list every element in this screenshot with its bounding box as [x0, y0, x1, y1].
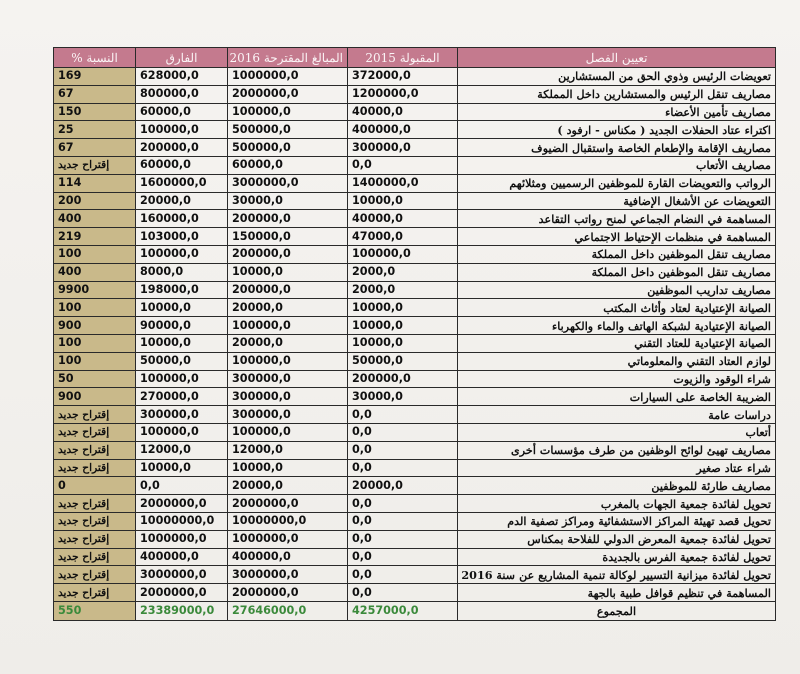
- difference-cell: 20000,0: [136, 192, 228, 210]
- total-percent: 550: [54, 601, 136, 620]
- difference-cell: 10000,0: [136, 459, 228, 477]
- chapter-cell: المساهمة في منظمات الإحتياط الاجتماعي: [458, 228, 776, 246]
- chapter-cell: المساهمة في تنظيم قوافل طبية بالجهة: [458, 584, 776, 602]
- chapter-cell: اكتراء عتاد الحفلات الجديد ( مكناس - ارفود ): [458, 121, 776, 139]
- accepted-2015-cell: 50000,0: [348, 352, 458, 370]
- table-row: [54, 121, 776, 139]
- chapter-cell: تحويل قصد تهيئة المراكز الاستشفائية ومراكز تصفية الدم: [458, 512, 776, 530]
- proposed-2016-cell: 12000,0: [228, 441, 348, 459]
- percent-cell: 100: [54, 352, 136, 370]
- table-row: [54, 228, 776, 246]
- percent-cell: 0: [54, 477, 136, 495]
- chapter-cell: مصاريف تداريب الموظفين: [458, 281, 776, 299]
- difference-cell: 10000000,0: [136, 512, 228, 530]
- percent-cell: 200: [54, 192, 136, 210]
- difference-cell: 10000,0: [136, 299, 228, 317]
- accepted-2015-cell: 2000,0: [348, 263, 458, 281]
- accepted-2015-cell: 10000,0: [348, 192, 458, 210]
- accepted-2015-cell: 10000,0: [348, 299, 458, 317]
- accepted-2015-cell: 0,0: [348, 548, 458, 566]
- accepted-2015-cell: 0,0: [348, 495, 458, 513]
- accepted-2015-cell: 40000,0: [348, 103, 458, 121]
- difference-cell: 90000,0: [136, 317, 228, 335]
- chapter-cell: الضريبة الخاصة على السيارات: [458, 388, 776, 406]
- table-row: [54, 370, 776, 388]
- difference-cell: 100000,0: [136, 423, 228, 441]
- accepted-2015-cell: 47000,0: [348, 228, 458, 246]
- table-row: [54, 548, 776, 566]
- table-row: [54, 388, 776, 406]
- proposed-2016-cell: 20000,0: [228, 334, 348, 352]
- percent-cell: إقتراح جديد: [54, 459, 136, 477]
- accepted-2015-cell: 0,0: [348, 423, 458, 441]
- accepted-2015-cell: 1200000,0: [348, 85, 458, 103]
- proposed-2016-cell: 200000,0: [228, 245, 348, 263]
- chapter-cell: مصاريف تنقل الرئيس والمستشارين داخل المملكة: [458, 85, 776, 103]
- percent-cell: 114: [54, 174, 136, 192]
- table-row: [54, 512, 776, 530]
- header-chapter: تعيين الفصل: [458, 48, 776, 68]
- chapter-cell: مصاريف تنقل الموظفين داخل المملكة: [458, 245, 776, 263]
- chapter-cell: مصاريف طارئة للموظفين: [458, 477, 776, 495]
- total-row: [54, 601, 776, 620]
- accepted-2015-cell: 0,0: [348, 530, 458, 548]
- proposed-2016-cell: 1000000,0: [228, 530, 348, 548]
- table-body: [54, 68, 776, 621]
- percent-cell: 9900: [54, 281, 136, 299]
- header-row: [54, 48, 776, 68]
- proposed-2016-cell: 100000,0: [228, 317, 348, 335]
- percent-cell: 900: [54, 317, 136, 335]
- accepted-2015-cell: 2000,0: [348, 281, 458, 299]
- table-row: [54, 406, 776, 424]
- difference-cell: 103000,0: [136, 228, 228, 246]
- difference-cell: 50000,0: [136, 352, 228, 370]
- budget-table: [53, 47, 776, 621]
- table-row: [54, 68, 776, 86]
- table-row: [54, 139, 776, 157]
- difference-cell: 1600000,0: [136, 174, 228, 192]
- difference-cell: 0,0: [136, 477, 228, 495]
- accepted-2015-cell: 10000,0: [348, 334, 458, 352]
- accepted-2015-cell: 1400000,0: [348, 174, 458, 192]
- proposed-2016-cell: 2000000,0: [228, 584, 348, 602]
- difference-cell: 300000,0: [136, 406, 228, 424]
- accepted-2015-cell: 300000,0: [348, 139, 458, 157]
- difference-cell: 800000,0: [136, 85, 228, 103]
- percent-cell: إقتراح جديد: [54, 406, 136, 424]
- proposed-2016-cell: 10000,0: [228, 459, 348, 477]
- chapter-cell: مصاريف تهيئ لوائح الوظفين من طرف مؤسسات أخرى: [458, 441, 776, 459]
- chapter-cell: لوازم العتاد التقني والمعلوماتي: [458, 352, 776, 370]
- percent-cell: 100: [54, 245, 136, 263]
- accepted-2015-cell: 0,0: [348, 441, 458, 459]
- accepted-2015-cell: 0,0: [348, 156, 458, 174]
- proposed-2016-cell: 10000000,0: [228, 512, 348, 530]
- percent-cell: إقتراح جديد: [54, 441, 136, 459]
- proposed-2016-cell: 300000,0: [228, 406, 348, 424]
- chapter-cell: الصيانة الإعتيادية لشبكة الهاتف والماء والكهرباء: [458, 317, 776, 335]
- table-row: [54, 530, 776, 548]
- table-row: [54, 352, 776, 370]
- percent-cell: 150: [54, 103, 136, 121]
- proposed-2016-cell: 2000000,0: [228, 85, 348, 103]
- difference-cell: 60000,0: [136, 103, 228, 121]
- percent-cell: إقتراح جديد: [54, 495, 136, 513]
- table-row: [54, 210, 776, 228]
- table-row: [54, 245, 776, 263]
- proposed-2016-cell: 2000000,0: [228, 495, 348, 513]
- table-row: [54, 317, 776, 335]
- proposed-2016-cell: 20000,0: [228, 299, 348, 317]
- chapter-cell: شراء الوقود والزيوت: [458, 370, 776, 388]
- difference-cell: 100000,0: [136, 370, 228, 388]
- accepted-2015-cell: 40000,0: [348, 210, 458, 228]
- chapter-cell: الصيانة الإعتيادية للعتاد التقني: [458, 334, 776, 352]
- chapter-cell: أتعاب: [458, 423, 776, 441]
- table-row: [54, 192, 776, 210]
- proposed-2016-cell: 60000,0: [228, 156, 348, 174]
- chapter-cell: مصاريف الأتعاب: [458, 156, 776, 174]
- difference-cell: 2000000,0: [136, 584, 228, 602]
- percent-cell: إقتراح جديد: [54, 423, 136, 441]
- percent-cell: 25: [54, 121, 136, 139]
- chapter-cell: التعويضات عن الأشغال الإضافية: [458, 192, 776, 210]
- table-row: [54, 477, 776, 495]
- table-row: [54, 103, 776, 121]
- chapter-cell: تحويل لفائدة جمعية المعرض الدولي للفلاحة بمكناس: [458, 530, 776, 548]
- difference-cell: 100000,0: [136, 121, 228, 139]
- chapter-cell: المساهمة في النضام الجماعي لمنح رواتب التقاعد: [458, 210, 776, 228]
- proposed-2016-cell: 300000,0: [228, 370, 348, 388]
- accepted-2015-cell: 0,0: [348, 459, 458, 477]
- percent-cell: إقتراح جديد: [54, 566, 136, 584]
- percent-cell: 900: [54, 388, 136, 406]
- accepted-2015-cell: 10000,0: [348, 317, 458, 335]
- table-row: [54, 263, 776, 281]
- chapter-cell: تحويل لفائدة ميزانية التسيير لوكالة تنمية المشاريع عن سنة 2016: [458, 566, 776, 584]
- proposed-2016-cell: 200000,0: [228, 281, 348, 299]
- percent-cell: إقتراح جديد: [54, 156, 136, 174]
- proposed-2016-cell: 400000,0: [228, 548, 348, 566]
- difference-cell: 400000,0: [136, 548, 228, 566]
- chapter-cell: تعويضات الرئيس وذوي الحق من المستشارين: [458, 68, 776, 86]
- difference-cell: 628000,0: [136, 68, 228, 86]
- difference-cell: 100000,0: [136, 245, 228, 263]
- chapter-cell: مصاريف تنقل الموظفين داخل المملكة: [458, 263, 776, 281]
- table-row: [54, 566, 776, 584]
- table-row: [54, 156, 776, 174]
- chapter-cell: الصيانة الإعتيادية لعتاد وأثاث المكتب: [458, 299, 776, 317]
- percent-cell: 67: [54, 139, 136, 157]
- percent-cell: 100: [54, 334, 136, 352]
- percent-cell: 219: [54, 228, 136, 246]
- table-row: [54, 441, 776, 459]
- proposed-2016-cell: 30000,0: [228, 192, 348, 210]
- chapter-cell: مصاريف تأمين الأعضاء: [458, 103, 776, 121]
- chapter-cell: شراء عتاد صغير: [458, 459, 776, 477]
- proposed-2016-cell: 300000,0: [228, 388, 348, 406]
- proposed-2016-cell: 100000,0: [228, 103, 348, 121]
- header-percent: النسبة %: [54, 48, 136, 68]
- total-label: المجموع: [458, 601, 776, 620]
- difference-cell: 200000,0: [136, 139, 228, 157]
- accepted-2015-cell: 0,0: [348, 406, 458, 424]
- table-row: [54, 423, 776, 441]
- percent-cell: 169: [54, 68, 136, 86]
- percent-cell: إقتراح جديد: [54, 512, 136, 530]
- header-difference: الفارق: [136, 48, 228, 68]
- table-row: [54, 495, 776, 513]
- accepted-2015-cell: 200000,0: [348, 370, 458, 388]
- difference-cell: 3000000,0: [136, 566, 228, 584]
- chapter-cell: مصاريف الإقامة والإطعام الخاصة واستقبال الضيوف: [458, 139, 776, 157]
- difference-cell: 8000,0: [136, 263, 228, 281]
- total-difference: 23389000,0: [136, 601, 228, 620]
- accepted-2015-cell: 0,0: [348, 512, 458, 530]
- total-proposed-2016: 27646000,0: [228, 601, 348, 620]
- percent-cell: 400: [54, 263, 136, 281]
- proposed-2016-cell: 500000,0: [228, 139, 348, 157]
- difference-cell: 10000,0: [136, 334, 228, 352]
- difference-cell: 160000,0: [136, 210, 228, 228]
- accepted-2015-cell: 20000,0: [348, 477, 458, 495]
- difference-cell: 270000,0: [136, 388, 228, 406]
- accepted-2015-cell: 0,0: [348, 584, 458, 602]
- accepted-2015-cell: 100000,0: [348, 245, 458, 263]
- proposed-2016-cell: 150000,0: [228, 228, 348, 246]
- proposed-2016-cell: 100000,0: [228, 352, 348, 370]
- percent-cell: إقتراح جديد: [54, 530, 136, 548]
- percent-cell: 100: [54, 299, 136, 317]
- proposed-2016-cell: 3000000,0: [228, 174, 348, 192]
- proposed-2016-cell: 20000,0: [228, 477, 348, 495]
- accepted-2015-cell: 372000,0: [348, 68, 458, 86]
- chapter-cell: الرواتب والتعويضات القارة للموظفين الرسميين ومثلائهم: [458, 174, 776, 192]
- percent-cell: 400: [54, 210, 136, 228]
- difference-cell: 12000,0: [136, 441, 228, 459]
- accepted-2015-cell: 400000,0: [348, 121, 458, 139]
- table-row: [54, 174, 776, 192]
- chapter-cell: تحويل لفائدة جمعية الجهات بالمغرب: [458, 495, 776, 513]
- table-row: [54, 85, 776, 103]
- proposed-2016-cell: 10000,0: [228, 263, 348, 281]
- difference-cell: 2000000,0: [136, 495, 228, 513]
- proposed-2016-cell: 200000,0: [228, 210, 348, 228]
- difference-cell: 1000000,0: [136, 530, 228, 548]
- proposed-2016-cell: 500000,0: [228, 121, 348, 139]
- table-row: [54, 459, 776, 477]
- proposed-2016-cell: 100000,0: [228, 423, 348, 441]
- percent-cell: 50: [54, 370, 136, 388]
- accepted-2015-cell: 30000,0: [348, 388, 458, 406]
- table-row: [54, 334, 776, 352]
- percent-cell: إقتراح جديد: [54, 584, 136, 602]
- table-row: [54, 299, 776, 317]
- proposed-2016-cell: 3000000,0: [228, 566, 348, 584]
- chapter-cell: تحويل لفائدة جمعية الفرس بالجديدة: [458, 548, 776, 566]
- proposed-2016-cell: 1000000,0: [228, 68, 348, 86]
- table-row: [54, 281, 776, 299]
- difference-cell: 60000,0: [136, 156, 228, 174]
- chapter-cell: دراسات عامة: [458, 406, 776, 424]
- difference-cell: 198000,0: [136, 281, 228, 299]
- header-accepted-2015: المقبولة 2015: [348, 48, 458, 68]
- total-accepted-2015: 4257000,0: [348, 601, 458, 620]
- accepted-2015-cell: 0,0: [348, 566, 458, 584]
- header-proposed-2016: المبالغ المقترحة 2016: [228, 48, 348, 68]
- percent-cell: إقتراح جديد: [54, 548, 136, 566]
- table-row: [54, 584, 776, 602]
- percent-cell: 67: [54, 85, 136, 103]
